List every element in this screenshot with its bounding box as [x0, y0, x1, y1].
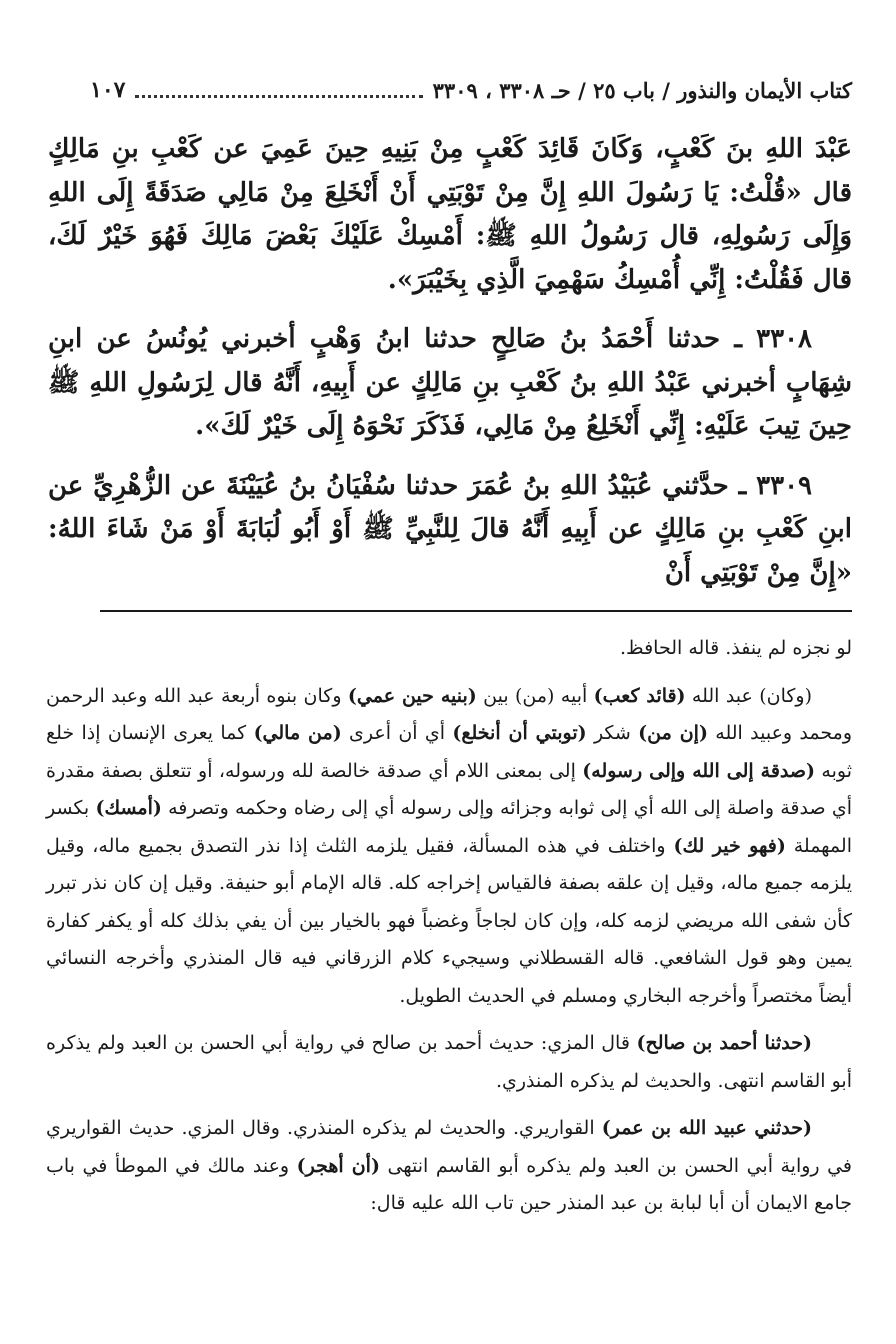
commentary-text: كما يعرى الإنسان إذا خلع ثوبه: [46, 722, 852, 782]
commentary-text: شكر: [586, 722, 639, 744]
quoted-term: (من مالي): [253, 722, 342, 744]
page-number: ١٠٧: [90, 77, 126, 103]
hadith-number: ٣٣٠٨ ـ: [734, 324, 812, 354]
footnote-divider: [100, 610, 852, 612]
quoted-term: (حدثني عبيد الله بن عمر): [601, 1117, 812, 1139]
commentary-text: (وكان) عبد الله: [685, 684, 813, 707]
commentary-text: أي أن أعرى: [341, 722, 453, 744]
quoted-term: (صدقة إلى الله وإلى رسوله): [582, 759, 815, 782]
quoted-term: (إن من): [638, 722, 708, 744]
commentary-paragraph: لو نجزه لم ينفذ. قاله الحافظ.: [620, 637, 852, 659]
dotted-leader: [135, 95, 422, 98]
hadith-body: حدَّثني عُبَيْدُ اللهِ بنُ عُمَرَ حدثنا سُفْيَانُ بنُ عُيَيْنَةَ عن الزُّهْرِيِّ عن ابنِ كَعْبِ بنِ مَالِكٍ عن أَبِيهِ أَنَّهُ قالَ لِلنَّبِيِّ ﷺ أَوْ أَبُو لُبَابَةَ أَوْ مَنْ شَاءَ اللهُ: «إِنَّ مِنْ تَوْبَتِي أَنْ: [48, 470, 852, 588]
hadith-text: [48, 128, 852, 611]
quoted-term: (توبتي أن أنخلع): [452, 722, 587, 744]
hadith-3308: [48, 318, 852, 449]
quoted-term: (أن أهجر): [296, 1154, 380, 1177]
commentary-paragraph: [46, 1110, 852, 1223]
commentary-paragraph: [46, 1025, 852, 1100]
commentary-text: القواريري. والحديث لم يذكره المنذري. وقال المزي. حديث القواريري في رواية أبي الحسن بن العبد ولم يذكره أبو القاسم انتهى: [46, 1117, 852, 1177]
commentary-text: إلى بمعنى اللام أي صدقة خالصة لله ورسوله، أو تتعلق بصفة مقدرة أي صدقة واصلة إلى الله أي إلى ثوابه وجزائه وإلى رسوله أي إلى رضاه وحكمه وتصرفه: [46, 759, 852, 819]
quoted-term: (فهو خير لك): [673, 834, 786, 857]
hadith-3309: [48, 465, 852, 596]
commentary-text: بكسر المهملة: [46, 797, 852, 857]
commentary-paragraph: [46, 678, 852, 1016]
quoted-term: (بنيه حين عمي): [347, 684, 477, 707]
quoted-term: (قائد كعب): [593, 684, 686, 707]
commentary-text: أبيه (من) بين: [476, 684, 594, 707]
commentary-text: قال المزي: حديث أحمد بن صالح في رواية أبي الحسن بن العبد ولم يذكره أبو القاسم انتهى. والحديث لم يذكره المنذري.: [46, 1032, 852, 1092]
commentary-text: وعند مالك في الموطأ في باب جامع الايمان أن أبا لبابة بن عبد المنذر حين تاب الله عليه قال:: [46, 1154, 852, 1214]
commentary-text: واختلف في هذه المسألة، فقيل يلزمه الثلث إذا نذر التصدق بجميع ماله، وقيل يلزمه جميع ماله، وقيل إن علقه بصفة فالقياس إخراجه كله. قاله الإمام أبو حنيفة. وقيل إن كان نذر تبرر كأن شفى الله مريضي لزمه كله، وإن كان لجاجاً وغضباً فهو بالخيار بين أن يفي بذلك كله أو يكفر كفارة يمين وهو قول الشافعي. قاله القسطلاني وسيجيء كلام الزرقاني فيه قال المنذري وأخرجه النسائي أيضاً مختصراً وأخرجه البخاري ومسلم في الحديث الطويل.: [46, 834, 852, 1007]
hadith-continuation: عَبْدَ اللهِ بنَ كَعْبٍ، وَكَانَ قَائِدَ كَعْبٍ مِنْ بَنِيهِ حِينَ عَمِيَ عن كَعْبِ بنِ مَالِكٍ قال «قُلْتُ: يَا رَسُولَ اللهِ إِنَّ مِنْ تَوْبَتِي أَنْ أَنْخَلِعَ مِنْ مَالِي صَدَقَةً إِلَى اللهِ وَإِلَى رَسُولِهِ، قال رَسُولُ اللهِ ﷺ: أَمْسِكْ عَلَيْكَ بَعْضَ مَالِكَ فَهُوَ خَيْرٌ لَكَ، قال فَقُلْتُ: إِنِّي أُمْسِكُ سَهْمِيَ الَّذِي بِخَيْبَرَ».: [48, 134, 852, 295]
commentary-text: وكان بنوه أربعة عبد الله وعبد الرحمن ومحمد وعبيد الله: [46, 684, 853, 744]
hadith-number: ٣٣٠٩ ـ: [738, 470, 812, 501]
commentary: [46, 630, 852, 1233]
quoted-term: (حدثنا أحمد بن صالح): [636, 1032, 812, 1054]
running-header: [90, 70, 852, 110]
chapter-title: كتاب الأيمان والنذور / باب ٢٥ / حـ ٣٣٠٨ ، ٣٣٠٩: [432, 77, 852, 103]
hadith-body: حدثنا أَحْمَدُ بنُ صَالِحٍ حدثنا ابنُ وَهْبٍ أخبرني يُونُسُ عن ابنِ شِهَابٍ أخبرني عَبْدُ اللهِ بنُ كَعْبِ بنِ مَالِكٍ عن أَبِيهِ، أَنَّهُ قال لِرَسُولِ اللهِ ﷺ حِينَ تِيبَ عَلَيْهِ: إِنِّي أَنْخَلِعُ مِنْ مَالِي، فَذَكَرَ نَحْوَهُ إِلَى خَيْرٌ لَكَ».: [48, 324, 852, 441]
quoted-term: (أمسك): [95, 797, 162, 819]
